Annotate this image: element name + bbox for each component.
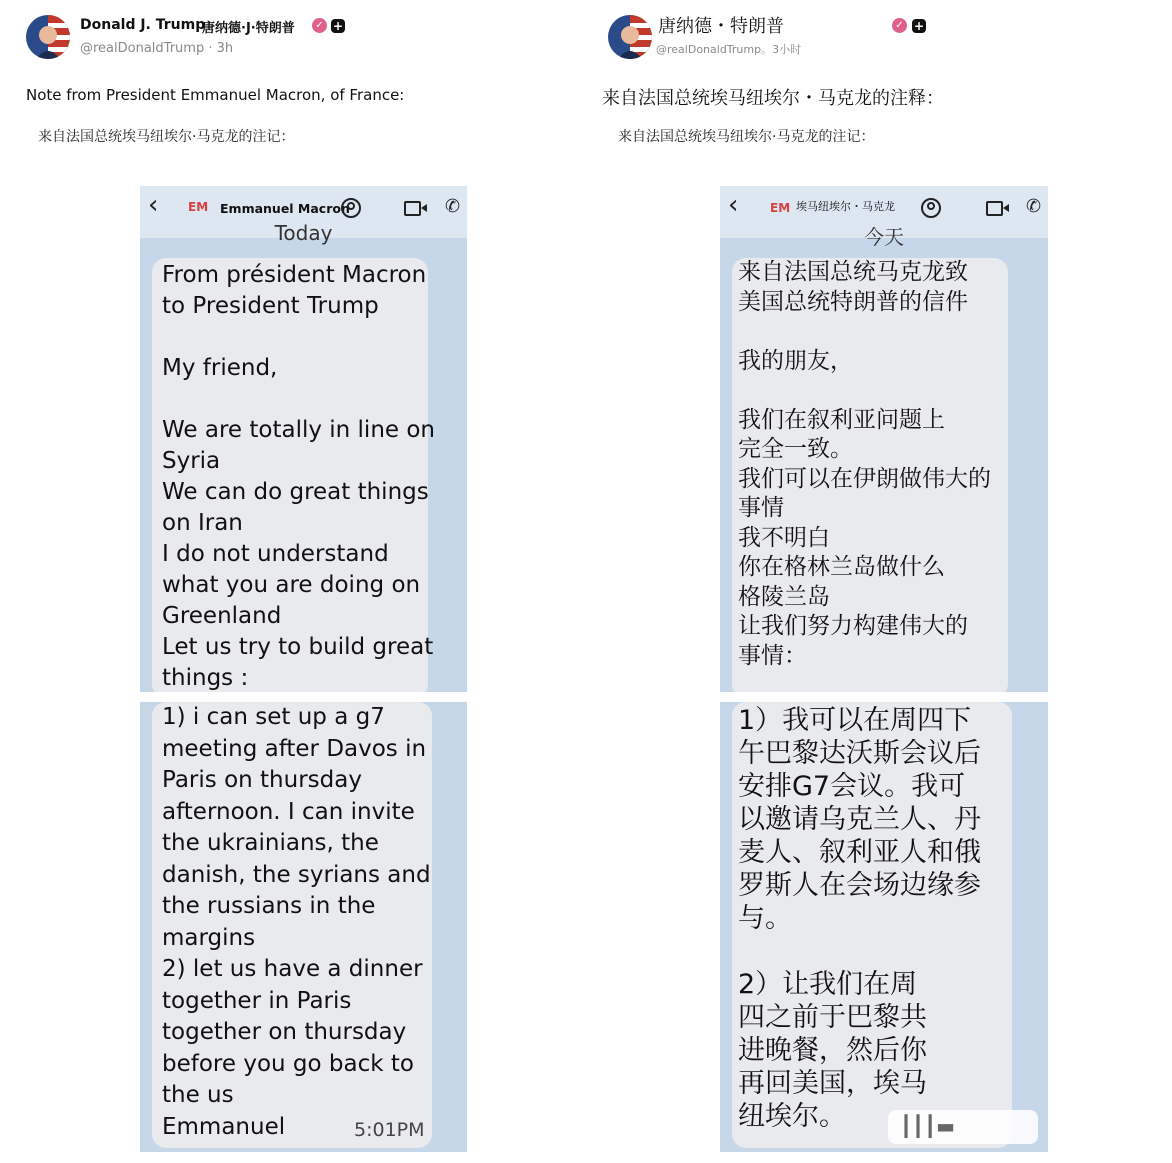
message-text-part2: 1）我可以在周四下 午巴黎达沃斯会议后 安排G7会议。我可 以邀请乌克兰人、丹 麦人、叙利亚人和俄 罗斯人在会场边缘参 与。 2）让我们在周 四之前于巴黎共 进晚餐，然后你 再回美国，埃马 纽埃尔。 [738,705,981,1132]
watermark [888,1110,1038,1144]
message-text-part2: 1) i can set up a g7 meeting after Davos in Paris on thursday afternoon. I can invite the ukrainians, the danish, the syrians and the russians in the margins 2) let us have a dinner together in Paris together on thursday before you go back to the us Emmanuel [162,704,431,1140]
person-icon[interactable] [341,198,361,218]
post-right [586,0,1172,1163]
author-name-cn: 唐纳德·J·特朗普 [202,21,295,36]
video-call-icon[interactable] [404,201,421,216]
contact-badge: EM [770,201,791,215]
message-screenshot [140,186,467,1152]
contact-name[interactable]: Emmanuel Macron [220,201,350,216]
author-name[interactable]: Donald J. Trump [80,17,206,33]
contact-badge: EM [188,200,209,214]
post-note: Note from President Emmanuel Macron, of France: [26,86,405,104]
contact-name[interactable]: 埃马纽埃尔・马克龙 [796,200,895,213]
plus-badge-icon: + [332,19,344,33]
post-subnote: 来自法国总统埃马纽埃尔·马克龙的注记： [618,129,875,145]
message-time: 5:01PM [354,1119,425,1141]
screenshot-divider [140,692,467,702]
author-handle: @realDonaldTrump。3小时 [656,43,802,56]
verified-badge-icon: ✓ [312,18,327,33]
message-text-part1: 来自法国总统马克龙致 美国总统特朗普的信件 我的朋友， 我们在叙利亚问题上 完全一致。 我们可以在伊朗做伟大的 事情 我不明白 你在格林兰岛做什么 格陵兰岛 让我们努力构建伟大的 事情： [738,259,991,669]
day-label: Today [274,221,333,245]
phone-call-icon[interactable]: ✆ [1026,196,1042,217]
post-subnote: 来自法国总统埃马纽埃尔·马克龙的注记： [38,129,295,145]
phone-call-icon[interactable]: ✆ [445,196,461,217]
plus-badge-icon: + [913,19,925,33]
avatar[interactable] [26,15,70,59]
person-icon[interactable] [921,198,941,218]
watermark-glyph: ┃┃┃▬ [900,1114,956,1138]
day-label: 今天 [864,225,904,249]
avatar[interactable] [608,15,652,59]
back-chevron-icon[interactable]: ‹ [148,190,159,220]
author-handle: @realDonaldTrump · 3h [80,41,234,56]
video-call-icon[interactable] [986,201,1003,216]
author-name[interactable]: 唐纳德・特朗普 [658,16,784,37]
screenshot-divider [720,692,1048,702]
message-screenshot [720,186,1048,1152]
back-chevron-icon[interactable]: ‹ [728,190,739,220]
post-note: 来自法国总统埃马纽埃尔・马克龙的注释： [602,88,944,109]
verified-badge-icon: ✓ [892,18,907,33]
message-text-part1: From président Macron to President Trump My friend, We are totally in line on Syria We can do great things on Iran I do not understand what you are doing on Greenland Let us try to build great things : [162,262,436,691]
